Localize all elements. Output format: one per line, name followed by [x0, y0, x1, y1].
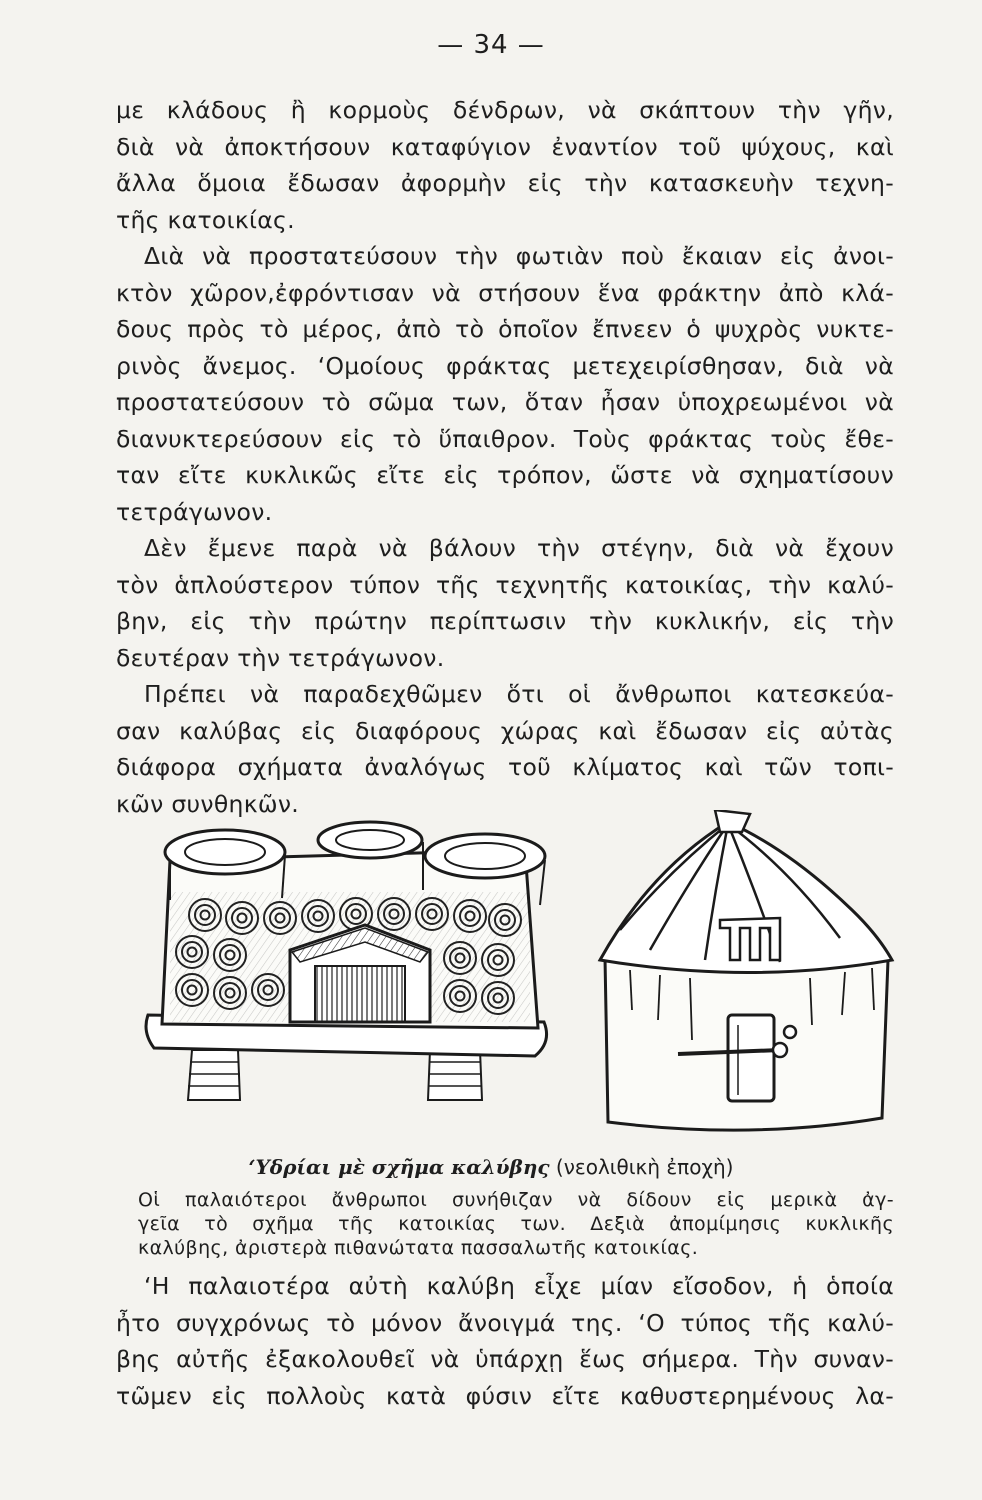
text-line: βης αὐτῆς ἐξακολουθεῖ νὰ ὑπάρχῃ ἕως σήμερα. Τὴν συναν- [116, 1345, 894, 1373]
text-line: ταν εἴτε κυκλικῶς εἴτε εἰς τρόπον, ὥστε νὰ σχηματίσουν [116, 461, 894, 489]
body-text-bottom [116, 1268, 894, 1414]
text-line: σαν καλύβας εἰς διαφόρους χώρας καὶ ἔδωσαν εἰς αὐτὰς [116, 716, 894, 745]
text-line: ‘Η παλαιοτέρα αὐτὴ καλύβη εἶχε μίαν εἴσοδον, ἡ ὁποία [144, 1272, 894, 1300]
page-number: — 34 — [437, 30, 545, 60]
hut-urns-illustration [130, 810, 900, 1150]
text-line: τὸν ἁπλούστερον τύπον τῆς τεχνητῆς κατοικίας, τὴν καλύ- [116, 570, 894, 599]
text-line: κτὸν χῶρον,ἐφρόντισαν νὰ στήσουν ἕνα φράκτην ἀπὸ κλά- [116, 278, 894, 307]
text-line: διανυκτερεύσουν εἰς τὸ ὕπαιθρον. Τοὺς φράκτας τοὺς ἔθε- [116, 424, 894, 453]
text-line: ἄλλα ὅμοια ἔδωσαν ἀφορμὴν εἰς τὴν κατασκευὴν τεχνη- [116, 169, 894, 197]
caption-line: Οἱ παλαιότεροι ἄνθρωποι συνήθιζαν νὰ δίδουν εἰς μερικὰ ἀγ- [138, 1189, 894, 1211]
rectangular-urn-drawing [146, 822, 547, 1100]
caption-title-rest: (νεολιθικὴ ἐποχὴ) [549, 1155, 734, 1179]
text-line: κῶν συνθηκῶν. [116, 789, 300, 818]
caption-title-bold: ‘Υδρίαι μὲ σχῆμα καλύβης [248, 1155, 550, 1179]
text-line: τῆς κατοικίας. [116, 205, 295, 234]
text-line: ἦτο συγχρόνως τὸ μόνον ἄνοιγμά της. ‘Ο τύπος τῆς καλύ- [116, 1308, 894, 1337]
text-line: ρινὸς ἄνεμος. ‘Ομοίους φράκτας μετεχειρίσθησαν, διὰ νὰ [116, 351, 894, 380]
text-line: με κλάδους ἢ κορμοὺς δένδρων, νὰ σκάπτουν τὴν γῆν, [116, 96, 894, 124]
figure-caption-title [0, 1155, 982, 1179]
text-line: Διὰ νὰ προστατεύσουν τὴν φωτιὰν ποὺ ἔκαιαν εἰς ἀνοι- [144, 242, 894, 270]
figure-caption-body [138, 1188, 894, 1260]
text-line: δευτέραν τὴν τετράγωνον. [116, 643, 445, 672]
text-line: βην, εἰς τὴν πρώτην περίπτωσιν τὴν κυκλικήν, εἰς τὴν [116, 607, 894, 635]
text-line: Δὲν ἔμενε παρὰ νὰ βάλουν τὴν στέγην, διὰ νὰ ἔχουν [144, 534, 894, 562]
text-line: τετράγωνον. [116, 497, 273, 526]
text-line: προστατεύσουν τὸ σῶμα των, ὅταν ἦσαν ὑποχρεωμένοι νὰ [116, 388, 894, 416]
body-text-top [116, 92, 894, 822]
caption-line: καλύβης, ἀριστερὰ πιθανώτατα πασσαλωτῆς κατοικίας. [138, 1237, 699, 1259]
round-hut-urn-drawing [600, 810, 892, 1130]
text-line: Πρέπει νὰ παραδεχθῶμεν ὅτι οἱ ἄνθρωποι κατεσκεύα- [144, 680, 894, 708]
text-line: δους πρὸς τὸ μέρος, ἀπὸ τὸ ὁποῖον ἔπνεεν ὁ ψυχρὸς νυκτε- [116, 315, 894, 343]
text-line: διὰ νὰ ἀποκτήσουν καταφύγιον ἐναντίον τοῦ ψύχους, καὶ [116, 132, 894, 161]
text-line: τῶμεν εἰς πολλοὺς κατὰ φύσιν εἴτε καθυστερημένους λα- [116, 1381, 894, 1410]
caption-line: γεῖα τὸ σχῆμα τῆς κατοικίας των. Δεξιὰ ἀπομίμησις κυκλικῆς [138, 1213, 894, 1235]
text-line: διάφορα σχήματα ἀναλόγως τοῦ κλίματος καὶ τῶν τοπι- [116, 753, 894, 781]
